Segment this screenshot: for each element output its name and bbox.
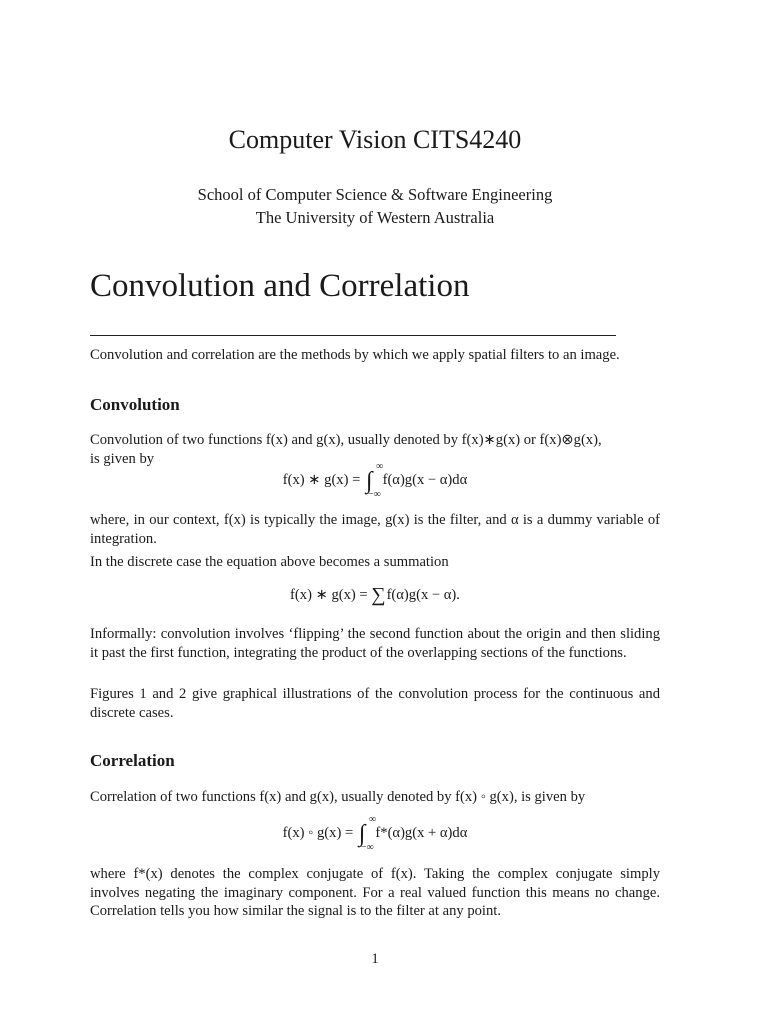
page-number: 1	[371, 951, 379, 967]
convolution-paragraph-1-line-2: is given by	[90, 451, 155, 467]
equation-lhs: f(x) ∗ g(x) =	[290, 587, 372, 603]
intro-paragraph: Convolution and correlation are the methods by which we apply spatial filters to an image.	[90, 347, 620, 363]
course-title: Computer Vision CITS4240	[228, 125, 522, 154]
title-rule	[90, 335, 616, 336]
document-title: Convolution and Correlation	[90, 268, 470, 304]
equation-rhs: f*(α)g(x + α)dα	[375, 825, 468, 841]
correlation-paragraph-1: Correlation of two functions f(x) and g(x), usually denoted by f(x) ◦ g(x), is given by	[90, 789, 586, 805]
convolution-paragraph-3: In the discrete case the equation above becomes a summation	[90, 554, 449, 570]
integral-lower-limit: −∞	[360, 841, 374, 853]
correlation-integral-equation	[0, 813, 750, 853]
integral-sign: ∫ ∞ −∞	[366, 460, 384, 500]
convolution-paragraph-1-line-1: Convolution of two functions f(x) and g(x), usually denoted by f(x)∗g(x) or f(x)⊗g(x),	[90, 432, 602, 448]
university-name: The University of Western Australia	[255, 208, 495, 227]
correlation-heading: Correlation	[90, 751, 175, 770]
integral-lower-limit: −∞	[368, 488, 381, 500]
integral-upper-limit: ∞	[368, 813, 376, 825]
school-name: School of Computer Science & Software Engineering	[197, 185, 553, 204]
convolution-integral-equation	[0, 460, 750, 500]
convolution-paragraph-2: where, in our context, f(x) is typically the image, g(x) is the filter, and α is a dummy variable of integration.	[90, 512, 660, 547]
integral-sign: ∫ ∞ −∞	[358, 813, 376, 853]
integral-upper-limit: ∞	[376, 460, 384, 472]
equation-rhs: f(α)g(x − α)dα	[382, 472, 468, 488]
summation-sign: ∑	[371, 584, 386, 606]
convolution-summation-equation	[0, 585, 750, 605]
convolution-paragraph-5: Figures 1 and 2 give graphical illustrations of the convolution process for the continuous and discrete cases.	[90, 686, 660, 721]
equation-rhs: f(α)g(x − α).	[386, 587, 460, 603]
equation-lhs: f(x) ◦ g(x) =	[282, 825, 357, 841]
equation-lhs: f(x) ∗ g(x) =	[282, 472, 364, 488]
convolution-paragraph-4: Informally: convolution involves ‘flipping’ the second function about the origin and then sliding it past the first function, integrating the product of the overlapping sections of the functions.	[90, 626, 660, 661]
convolution-heading: Convolution	[90, 395, 180, 414]
correlation-paragraph-2: where f*(x) denotes the complex conjugate of f(x). Taking the complex conjugate simply involves negating the imaginary component. For a real valued function this means no change. Correlation tells you how similar the signal is to the filter at any point.	[90, 866, 660, 919]
